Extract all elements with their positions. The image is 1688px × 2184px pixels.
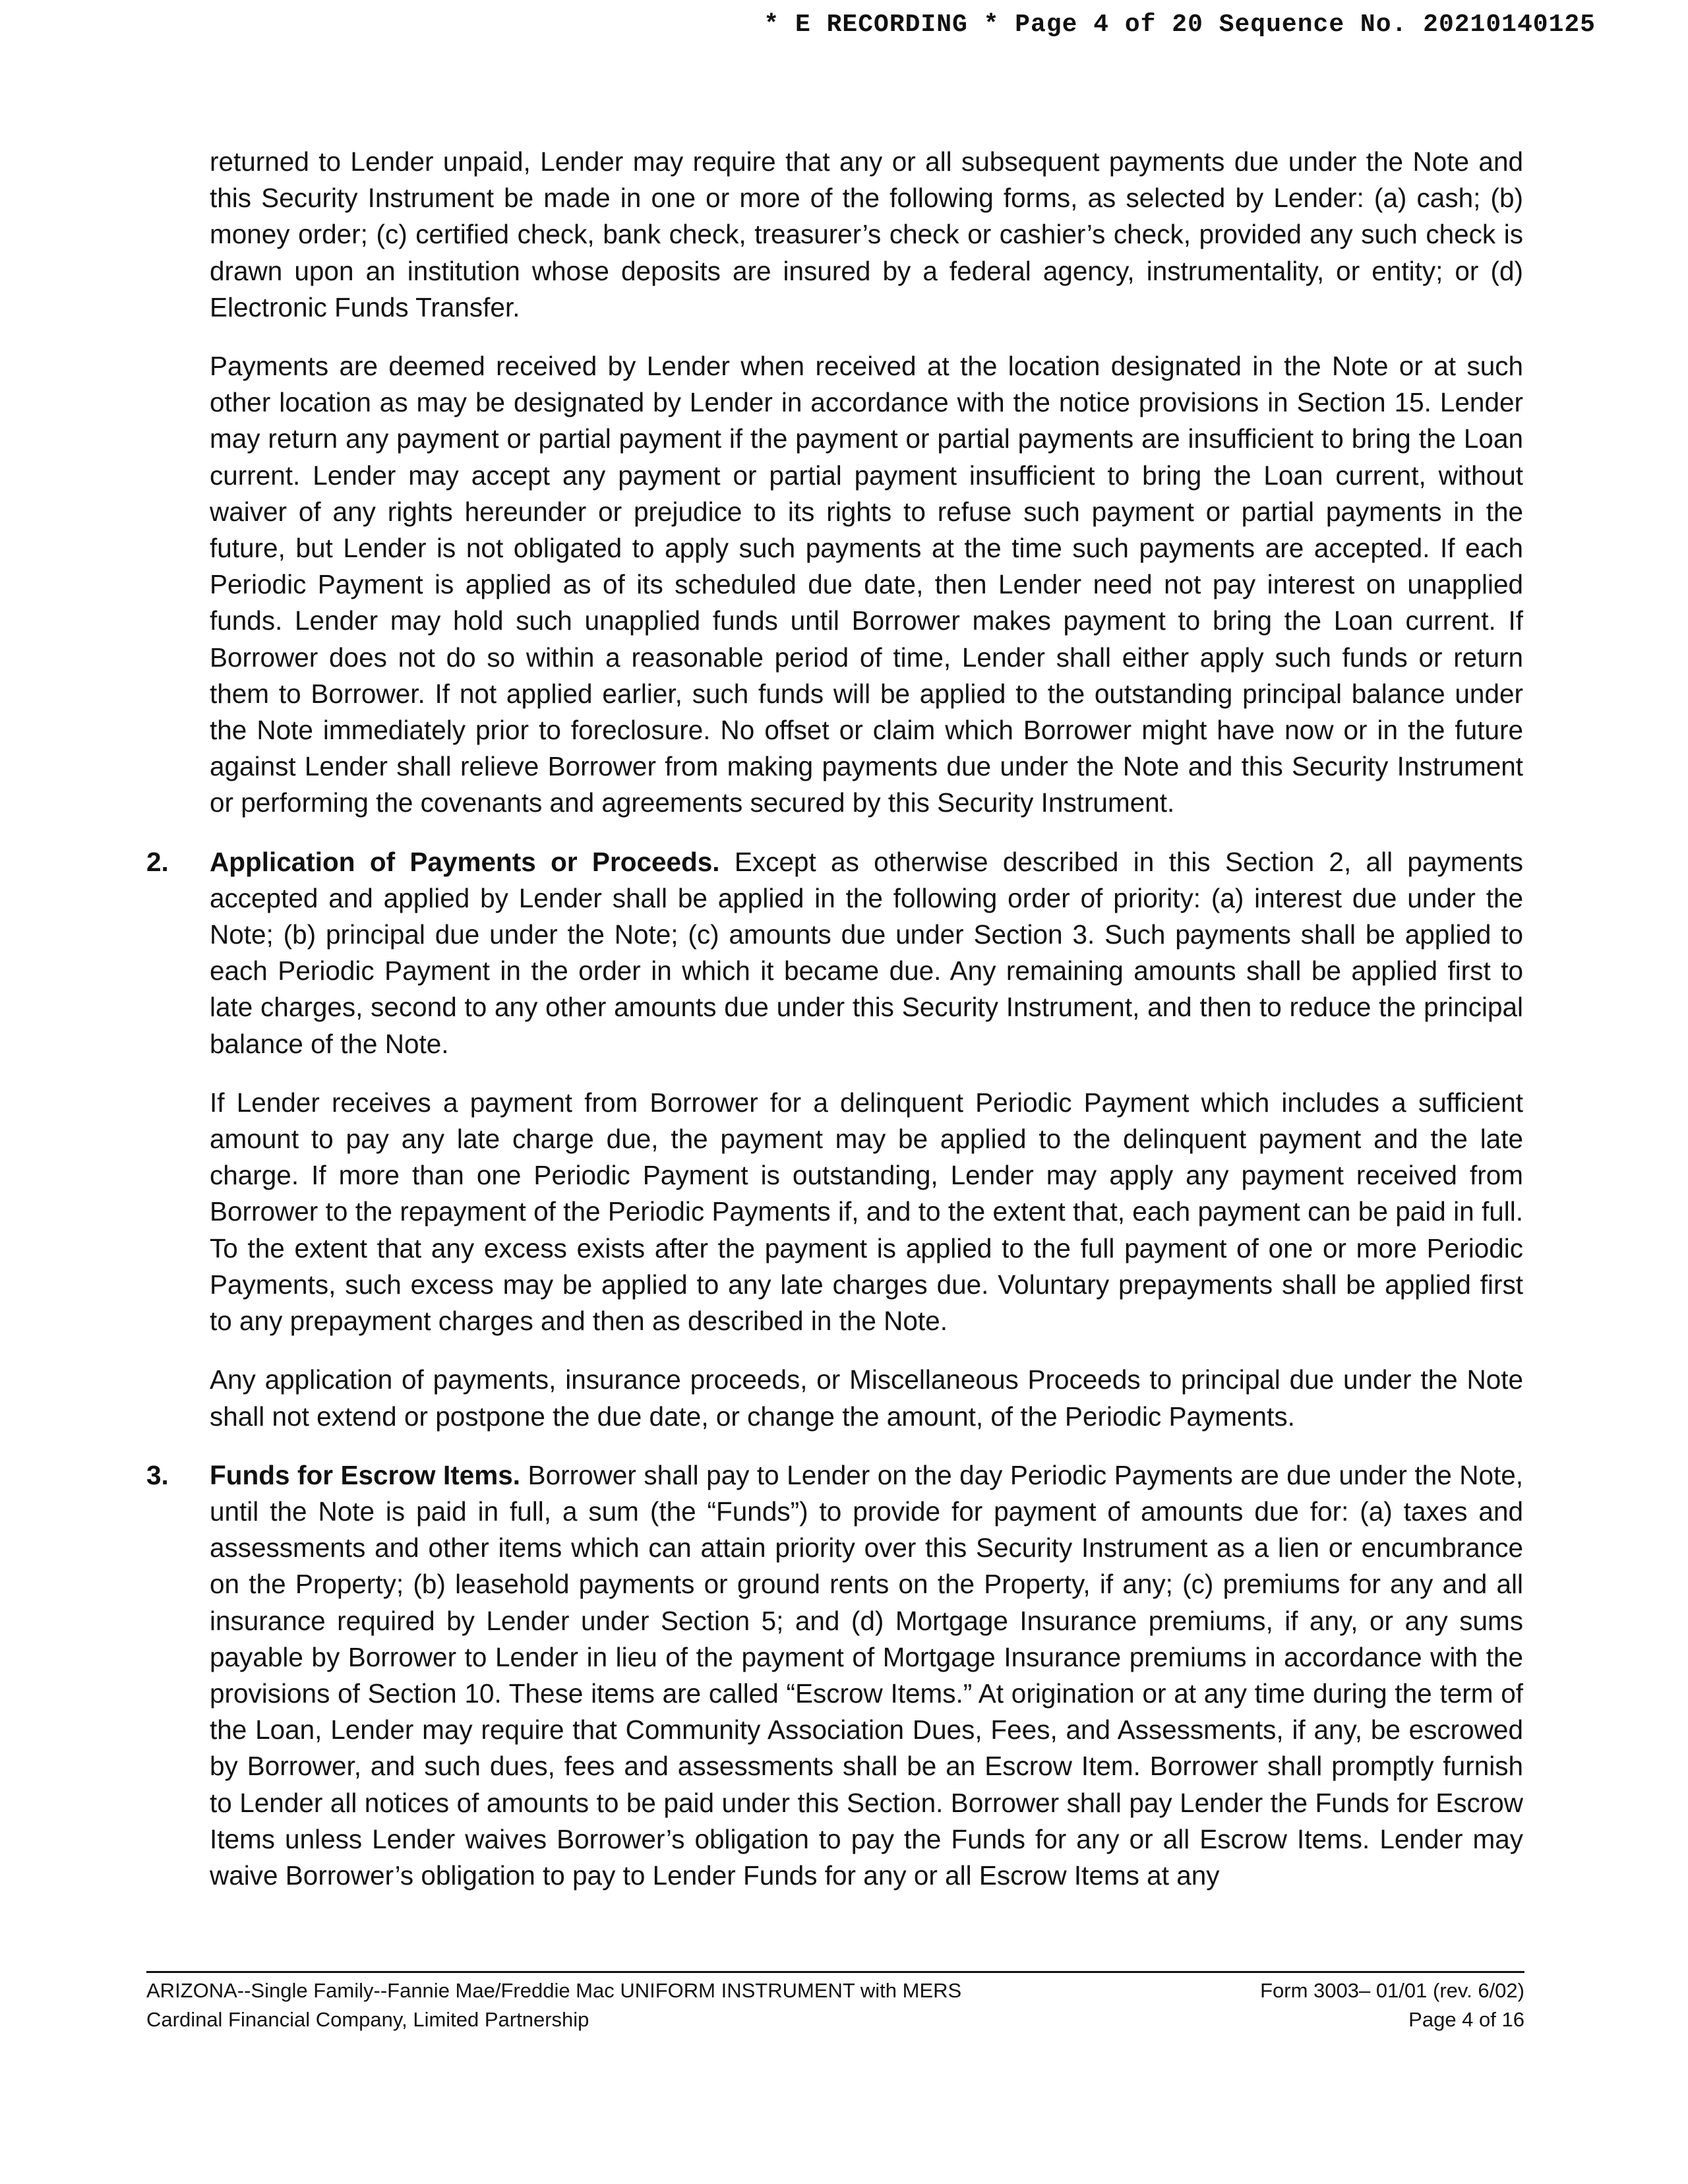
footer-lender-name: Cardinal Financial Company, Limited Partnership bbox=[146, 2008, 589, 2031]
section-2-paragraph-delinquent: If Lender receives a payment from Borrower for a delinquent Periodic Payment which includes a sufficient amount to pay any late charge due, the payment may be applied to the delinquent payment and the late charge. If more than one Periodic Payment is outstanding, Lender may apply any payment received from Borrower to the repayment of the Periodic Payments if, and to the extent that, each payment can be paid in full. To the extent that any excess exists after the payment is applied to the full payment of one or more Periodic Payments, such excess may be applied to any late charges due. Voluntary prepayments shall be applied first to any prepayment charges and then as described in the Note. bbox=[210, 1087, 1523, 1337]
paragraph-payment-forms: returned to Lender unpaid, Lender may require that any or all subsequent payments due under the Note and this Security Instrument be made in one or more of the following forms, as selected by Lender: (a) cash; (b) money order; (c) certified check, bank check, treasurer’s check or cashier’s check, provided any such check is drawn upon an institution whose deposits are insured by a federal agency, instrumentality, or entity; or (d) Electronic Funds Transfer. bbox=[210, 146, 1523, 322]
section-3-number: 3. bbox=[146, 1459, 169, 1490]
section-2-text: Except as otherwise described in this Section 2, all payments accepted and applied by Lender shall be applied in the following order of priority: (a) interest due under the Note; (b) principal due under the Note; (c) amounts due under Section 3. Such payments shall be applied to each Periodic Payment in the order in which it became due. Any remaining amounts shall be applied first to late charges, second to any other amounts due under this Security Instrument, and then to reduce the principal balance of the Note. bbox=[210, 846, 1523, 1059]
section-2-number: 2. bbox=[146, 846, 169, 877]
footer-left bbox=[146, 1976, 961, 2034]
document-body bbox=[146, 144, 1524, 1916]
footer-right bbox=[1260, 1976, 1524, 2034]
footer-divider bbox=[146, 1971, 1524, 1973]
section-3-text: Borrower shall pay to Lender on the day Periodic Payments are due under the Note, until the Note is paid in full, a sum (the “Funds”) to provide for payment of amounts due for: (a) taxes and assessments and other items which can attain priority over this Security Instrument as a lien or encumbrance on the Property; (b) leasehold payments or ground rents on the Property, if any; (c) premiums for any and all insurance required by Lender under Section 5; and (d) Mortgage Insurance premiums, if any, or any sums payable by Borrower to Lender in lieu of the payment of Mortgage Insurance premiums in accordance with the provisions of Section 10. These items are called “Escrow Items.” At origination or at any time during the term of the Loan, Lender may require that Community Association Dues, Fees, and Assessments, if any, be escrowed by Borrower, and such dues, fees and assessments shall be an Escrow Item. Borrower shall promptly furnish to Lender all notices of amounts to be paid under this Section. Borrower shall pay Lender the Funds for Escrow Items unless Lender waives Borrower’s obligation to pay the Funds for any or all Escrow Items. Lender may waive Borrower’s obligation to pay to Lender Funds for any or all Escrow Items at any bbox=[210, 1459, 1524, 1891]
section-2-paragraph-application: Any application of payments, insurance proceeds, or Miscellaneous Proceeds to principal due under the Note shall not extend or postpone the due date, or change the amount, of the Periodic Payments. bbox=[210, 1364, 1523, 1432]
recording-stamp: * E RECORDING * Page 4 of 20 Sequence No. 20210140125 bbox=[764, 11, 1596, 39]
footer-form-number: Form 3003– 01/01 (rev. 6/02) bbox=[1260, 1979, 1524, 2002]
section-3-heading: Funds for Escrow Items. bbox=[210, 1459, 521, 1490]
section-3 bbox=[146, 1457, 1524, 1894]
section-2 bbox=[146, 844, 1523, 1062]
section-2-heading: Application of Payments or Proceeds. bbox=[210, 846, 720, 877]
footer-page-number: Page 4 of 16 bbox=[1408, 2008, 1524, 2031]
footer-form-title: ARIZONA--Single Family--Fannie Mae/Freddie Mac UNIFORM INSTRUMENT with MERS bbox=[146, 1979, 962, 2002]
paragraph-payments-received: Payments are deemed received by Lender when received at the location designated in the Note or at such other location as may be designated by Lender in accordance with the notice provisions in Section 15. Lender may return any payment or partial payment if the payment or partial payments are insufficient to bring the Loan current. Lender may accept any payment or partial payment insufficient to bring the Loan current, without waiver of any rights hereunder or prejudice to its rights to refuse such payment or partial payments in the future, but Lender is not obligated to apply such payments at the time such payments are accepted. If each Periodic Payment is applied as of its scheduled due date, then Lender need not pay interest on unapplied funds. Lender may hold such unapplied funds until Borrower makes payment to bring the Loan current. If Borrower does not do so within a reasonable period of time, Lender shall either apply such funds or return them to Borrower. If not applied earlier, such funds will be applied to the outstanding principal balance under the Note immediately prior to foreclosure. No offset or claim which Borrower might have now or in the future against Lender shall relieve Borrower from making payments due under the Note and this Security Instrument or performing the covenants and agreements secured by this Security Instrument. bbox=[210, 351, 1523, 818]
